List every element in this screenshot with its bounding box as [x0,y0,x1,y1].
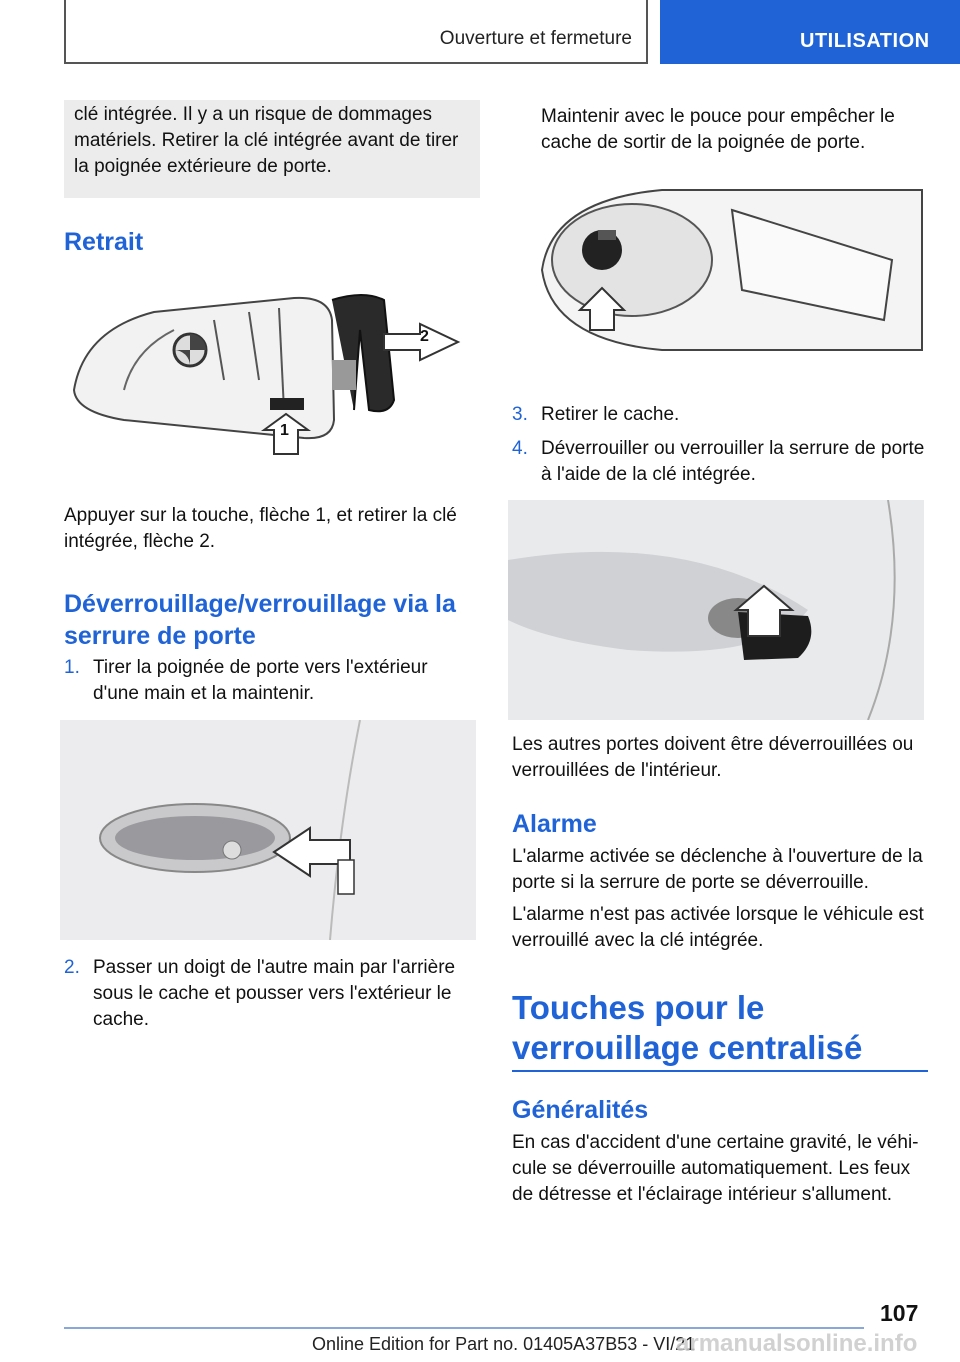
watermark: armanualsonline.info [676,1330,918,1357]
list-text: Retirer le cache. [541,404,680,425]
figure-key-fob [64,290,480,470]
list-item [512,402,928,430]
heading-generalites: Généralités [512,1096,649,1124]
footer-divider [64,1327,864,1329]
paragraph-alarme-1: L'alarme activée se déclenche à l'ouverture de la porte si la serrure de porte se déverrouille. [512,846,923,893]
list-text: Tirer la poignée de porte vers l'extérieur d'une main et la maintenir. [93,657,428,704]
warning-text: clé intégrée. Il y a un risque de dommages matériels. Retirer la clé intégrée avant de tirer la poignée extérieure de porte. [74,104,459,177]
list-number: 4. [512,438,528,459]
list-text: Passer un doigt de l'autre main par l'arrière sous le cache et pousser vers l'extérieur le cache. [93,957,456,1030]
figure-key-in-lock [508,500,924,720]
cache-illustration [512,180,928,370]
list-item [512,436,928,488]
key-in-lock-illustration [508,500,924,720]
list-text: Déverrouiller ou verrouiller la serrure de porte à l'aide de la clé intégrée. [541,438,925,485]
heading-alarme: Alarme [512,810,597,838]
paragraph-autres-portes: Les autres portes doivent être déverrouillées ou verrouillées de l'intérieur. [512,734,914,781]
heading-underline [512,1070,928,1072]
paragraph-retrait: Appuyer sur la touche, flèche 1, et retirer la clé intégrée, flèche 2. [64,505,457,552]
paragraph-generalites: En cas d'accident d'une certaine gravité, le véhicule se déverrouille automatiquement. Les feux de détresse et l'éclairage intérieur s'allument. [512,1132,919,1205]
list-item [64,955,480,1035]
figure-label-1: 1 [280,422,289,439]
heading-retrait: Retrait [64,228,144,256]
paragraph-alarme-2: L'alarme n'est pas activée lorsque le véhicule est verrouillé avec la clé intégrée. [512,904,924,951]
list-number: 3. [512,404,528,425]
figure-label-2: 2 [420,328,429,345]
list-number: 2. [64,957,80,978]
warning-box [64,100,480,198]
paragraph-maintenir: Maintenir avec le pouce pour empêcher le cache de sortir de la poignée de porte. [541,106,895,153]
figure-door-handle-pull [60,720,476,940]
key-fob-illustration [64,290,480,470]
list-number: 1. [64,657,80,678]
footer-edition: Online Edition for Part no. 01405A37B53 - VI/21 [312,1334,696,1354]
header-section-box [64,0,648,64]
heading-deverrouillage: Déverrouillage/verrouillage via la serrure de porte [64,590,456,650]
header-chapter-tab: UTILISATION [660,0,960,64]
header-section-title: Ouverture et fermeture [439,28,632,49]
figure-cache [512,180,928,370]
page-number: 107 [880,1300,919,1326]
door-handle-illustration [60,720,476,940]
heading-touches: Touches pour le verrouillage centralisé [512,989,863,1066]
list-item [64,655,480,707]
